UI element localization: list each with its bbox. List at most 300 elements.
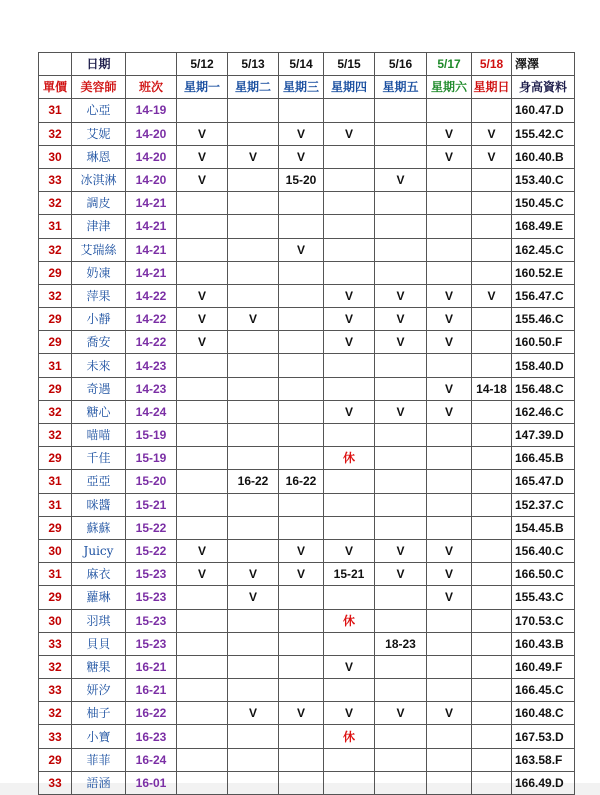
price-cell: 30 bbox=[39, 609, 72, 632]
profile-cell: 160.52.E bbox=[512, 261, 575, 284]
day-cell bbox=[324, 354, 375, 377]
day-cell: V bbox=[472, 284, 512, 307]
weekday-cell: 星期二 bbox=[228, 76, 279, 99]
day-cell: V bbox=[375, 563, 427, 586]
price-cell: 33 bbox=[39, 771, 72, 794]
day-cell: V bbox=[177, 145, 228, 168]
day-cell bbox=[427, 748, 472, 771]
day-cell bbox=[279, 192, 324, 215]
profile-cell: 163.58.F bbox=[512, 748, 575, 771]
stylist-name: 亞亞 bbox=[72, 470, 126, 493]
day-cell bbox=[472, 702, 512, 725]
day-cell bbox=[427, 725, 472, 748]
day-cell bbox=[427, 679, 472, 702]
price-cell: 29 bbox=[39, 331, 72, 354]
table-row bbox=[39, 331, 575, 354]
day-cell bbox=[472, 192, 512, 215]
day-cell bbox=[279, 331, 324, 354]
day-cell bbox=[472, 331, 512, 354]
day-cell bbox=[472, 655, 512, 678]
schedule-table bbox=[38, 52, 575, 795]
shift-cell: 16-22 bbox=[126, 702, 177, 725]
weekday-cell: 星期一 bbox=[177, 76, 228, 99]
day-cell bbox=[279, 377, 324, 400]
day-cell bbox=[228, 516, 279, 539]
shift-cell: 16-21 bbox=[126, 679, 177, 702]
stylist-name: 小寶 bbox=[72, 725, 126, 748]
day-cell bbox=[177, 238, 228, 261]
day-cell: V bbox=[279, 122, 324, 145]
profile-cell: 166.45.C bbox=[512, 679, 575, 702]
day-cell bbox=[375, 354, 427, 377]
day-cell bbox=[472, 539, 512, 562]
weekday-cell: 星期日 bbox=[472, 76, 512, 99]
table-row bbox=[39, 308, 575, 331]
price-cell: 31 bbox=[39, 215, 72, 238]
day-cell: V bbox=[324, 122, 375, 145]
stylist-name: 蘿琳 bbox=[72, 586, 126, 609]
shift-cell: 16-23 bbox=[126, 725, 177, 748]
price-cell: 32 bbox=[39, 238, 72, 261]
col-price-header: 單價 bbox=[39, 76, 72, 99]
profile-cell: 155.42.C bbox=[512, 122, 575, 145]
stylist-name: Juicy bbox=[72, 539, 126, 562]
day-cell: V bbox=[324, 655, 375, 678]
day-cell bbox=[228, 655, 279, 678]
day-cell: V bbox=[324, 284, 375, 307]
day-cell bbox=[472, 516, 512, 539]
day-cell bbox=[472, 632, 512, 655]
shift-cell: 15-19 bbox=[126, 424, 177, 447]
weekday-cell: 星期三 bbox=[279, 76, 324, 99]
price-cell: 29 bbox=[39, 447, 72, 470]
date-cell: 5/14 bbox=[279, 53, 324, 76]
header-blank bbox=[126, 53, 177, 76]
day-cell: V bbox=[375, 539, 427, 562]
day-cell bbox=[279, 308, 324, 331]
day-cell bbox=[279, 354, 324, 377]
day-cell bbox=[324, 145, 375, 168]
table-row bbox=[39, 284, 575, 307]
day-cell bbox=[472, 679, 512, 702]
day-cell: V bbox=[177, 563, 228, 586]
price-cell: 32 bbox=[39, 400, 72, 423]
day-cell bbox=[177, 679, 228, 702]
day-cell bbox=[228, 215, 279, 238]
day-cell bbox=[375, 238, 427, 261]
price-cell: 29 bbox=[39, 308, 72, 331]
price-cell: 29 bbox=[39, 586, 72, 609]
stylist-name: 喵喵 bbox=[72, 424, 126, 447]
day-cell bbox=[427, 168, 472, 191]
day-cell bbox=[279, 655, 324, 678]
profile-cell: 166.45.B bbox=[512, 447, 575, 470]
table-row bbox=[39, 400, 575, 423]
day-cell bbox=[472, 238, 512, 261]
stylist-name: 麻衣 bbox=[72, 563, 126, 586]
day-cell bbox=[472, 354, 512, 377]
day-cell bbox=[228, 447, 279, 470]
stylist-name: 喬安 bbox=[72, 331, 126, 354]
day-cell bbox=[279, 400, 324, 423]
day-cell bbox=[177, 424, 228, 447]
day-cell: 15-21 bbox=[324, 563, 375, 586]
day-cell bbox=[228, 354, 279, 377]
price-cell: 32 bbox=[39, 702, 72, 725]
day-cell bbox=[427, 354, 472, 377]
day-cell: V bbox=[324, 702, 375, 725]
day-cell bbox=[324, 377, 375, 400]
price-cell: 30 bbox=[39, 539, 72, 562]
day-cell: 18-23 bbox=[375, 632, 427, 655]
day-cell bbox=[427, 493, 472, 516]
day-cell bbox=[427, 99, 472, 122]
day-cell bbox=[177, 99, 228, 122]
day-cell bbox=[177, 192, 228, 215]
shift-cell: 16-01 bbox=[126, 771, 177, 794]
day-cell bbox=[177, 655, 228, 678]
day-cell bbox=[324, 99, 375, 122]
day-cell: V bbox=[427, 377, 472, 400]
shift-cell: 14-20 bbox=[126, 145, 177, 168]
price-cell: 33 bbox=[39, 679, 72, 702]
table-row bbox=[39, 168, 575, 191]
day-cell bbox=[228, 261, 279, 284]
header-row-columns bbox=[39, 76, 575, 99]
stylist-name: 語涵 bbox=[72, 771, 126, 794]
day-cell bbox=[279, 493, 324, 516]
day-cell bbox=[375, 748, 427, 771]
day-cell bbox=[472, 470, 512, 493]
stylist-name: 奇遇 bbox=[72, 377, 126, 400]
shift-cell: 16-24 bbox=[126, 748, 177, 771]
day-cell bbox=[375, 447, 427, 470]
shift-cell: 14-21 bbox=[126, 261, 177, 284]
day-cell bbox=[228, 609, 279, 632]
day-cell: V bbox=[427, 563, 472, 586]
day-cell bbox=[177, 470, 228, 493]
day-cell bbox=[472, 261, 512, 284]
table-row bbox=[39, 563, 575, 586]
shift-cell: 14-21 bbox=[126, 238, 177, 261]
day-cell bbox=[324, 516, 375, 539]
day-cell bbox=[375, 516, 427, 539]
day-cell bbox=[177, 748, 228, 771]
day-cell: 休 bbox=[324, 725, 375, 748]
shift-cell: 14-21 bbox=[126, 192, 177, 215]
profile-cell: 162.45.C bbox=[512, 238, 575, 261]
shift-cell: 14-22 bbox=[126, 331, 177, 354]
price-cell: 31 bbox=[39, 354, 72, 377]
day-cell bbox=[228, 192, 279, 215]
profile-cell: 162.46.C bbox=[512, 400, 575, 423]
day-cell: V bbox=[324, 400, 375, 423]
stylist-name: 津津 bbox=[72, 215, 126, 238]
day-cell bbox=[375, 261, 427, 284]
day-cell: V bbox=[279, 539, 324, 562]
price-cell: 32 bbox=[39, 122, 72, 145]
shift-cell: 15-22 bbox=[126, 539, 177, 562]
stylist-name: 咪醬 bbox=[72, 493, 126, 516]
day-cell: V bbox=[375, 702, 427, 725]
table-row bbox=[39, 702, 575, 725]
day-cell bbox=[472, 424, 512, 447]
table-row bbox=[39, 655, 575, 678]
day-cell bbox=[324, 261, 375, 284]
day-cell bbox=[177, 609, 228, 632]
room-name: 澤澤 bbox=[512, 53, 575, 76]
stylist-name: 調皮 bbox=[72, 192, 126, 215]
profile-cell: 165.47.D bbox=[512, 470, 575, 493]
table-row bbox=[39, 145, 575, 168]
date-cell: 5/17 bbox=[427, 53, 472, 76]
price-cell: 31 bbox=[39, 563, 72, 586]
table-row bbox=[39, 122, 575, 145]
stylist-name: 心亞 bbox=[72, 99, 126, 122]
day-cell bbox=[177, 493, 228, 516]
shift-cell: 15-19 bbox=[126, 447, 177, 470]
day-cell bbox=[375, 725, 427, 748]
price-cell: 29 bbox=[39, 261, 72, 284]
shift-cell: 14-23 bbox=[126, 354, 177, 377]
table-row bbox=[39, 586, 575, 609]
day-cell bbox=[279, 725, 324, 748]
table-row bbox=[39, 215, 575, 238]
day-cell bbox=[177, 632, 228, 655]
date-cell: 5/13 bbox=[228, 53, 279, 76]
day-cell bbox=[177, 586, 228, 609]
day-cell bbox=[472, 725, 512, 748]
day-cell bbox=[472, 447, 512, 470]
day-cell bbox=[279, 261, 324, 284]
table-row bbox=[39, 424, 575, 447]
stylist-name: 小靜 bbox=[72, 308, 126, 331]
day-cell bbox=[324, 192, 375, 215]
day-cell: 休 bbox=[324, 447, 375, 470]
stylist-name: 菲菲 bbox=[72, 748, 126, 771]
price-cell: 29 bbox=[39, 748, 72, 771]
day-cell: V bbox=[279, 145, 324, 168]
day-cell bbox=[472, 168, 512, 191]
price-cell: 32 bbox=[39, 655, 72, 678]
day-cell: V bbox=[375, 400, 427, 423]
price-cell: 33 bbox=[39, 168, 72, 191]
shift-cell: 15-20 bbox=[126, 470, 177, 493]
stylist-name: 柚子 bbox=[72, 702, 126, 725]
day-cell bbox=[472, 400, 512, 423]
day-cell bbox=[228, 679, 279, 702]
stylist-name: 糖心 bbox=[72, 400, 126, 423]
profile-cell: 160.49.F bbox=[512, 655, 575, 678]
day-cell bbox=[177, 215, 228, 238]
shift-cell: 14-22 bbox=[126, 284, 177, 307]
day-cell: 休 bbox=[324, 609, 375, 632]
day-cell bbox=[177, 447, 228, 470]
day-cell bbox=[228, 424, 279, 447]
day-cell bbox=[228, 725, 279, 748]
day-cell bbox=[472, 609, 512, 632]
day-cell: V bbox=[177, 122, 228, 145]
price-cell: 31 bbox=[39, 470, 72, 493]
day-cell bbox=[324, 586, 375, 609]
stylist-name: 琳恩 bbox=[72, 145, 126, 168]
day-cell: V bbox=[228, 145, 279, 168]
profile-cell: 154.45.B bbox=[512, 516, 575, 539]
stylist-name: 羽琪 bbox=[72, 609, 126, 632]
day-cell bbox=[375, 493, 427, 516]
day-cell bbox=[472, 308, 512, 331]
date-cell: 5/15 bbox=[324, 53, 375, 76]
profile-cell: 160.48.C bbox=[512, 702, 575, 725]
day-cell: V bbox=[427, 586, 472, 609]
header-row-dates bbox=[39, 53, 575, 76]
profile-cell: 147.39.D bbox=[512, 424, 575, 447]
day-cell bbox=[177, 702, 228, 725]
stylist-name: 未來 bbox=[72, 354, 126, 377]
day-cell bbox=[375, 679, 427, 702]
day-cell bbox=[228, 748, 279, 771]
day-cell bbox=[375, 470, 427, 493]
col-profile-header: 身高資料 bbox=[512, 76, 575, 99]
stylist-name: 奶凍 bbox=[72, 261, 126, 284]
day-cell: V bbox=[279, 702, 324, 725]
day-cell: V bbox=[177, 168, 228, 191]
profile-cell: 155.43.C bbox=[512, 586, 575, 609]
stylist-name: 艾妮 bbox=[72, 122, 126, 145]
day-cell bbox=[375, 424, 427, 447]
day-cell bbox=[472, 748, 512, 771]
day-cell: V bbox=[228, 308, 279, 331]
day-cell bbox=[375, 192, 427, 215]
day-cell bbox=[324, 215, 375, 238]
profile-cell: 160.43.B bbox=[512, 632, 575, 655]
profile-cell: 156.40.C bbox=[512, 539, 575, 562]
day-cell: V bbox=[472, 122, 512, 145]
day-cell bbox=[427, 609, 472, 632]
day-cell: V bbox=[324, 331, 375, 354]
day-cell bbox=[177, 400, 228, 423]
table-row bbox=[39, 192, 575, 215]
day-cell bbox=[279, 99, 324, 122]
price-cell: 32 bbox=[39, 284, 72, 307]
table-row bbox=[39, 261, 575, 284]
day-cell bbox=[279, 447, 324, 470]
day-cell: V bbox=[427, 331, 472, 354]
date-cell: 5/12 bbox=[177, 53, 228, 76]
table-row bbox=[39, 539, 575, 562]
day-cell: V bbox=[427, 308, 472, 331]
table-row bbox=[39, 354, 575, 377]
price-cell: 31 bbox=[39, 99, 72, 122]
day-cell bbox=[427, 632, 472, 655]
stylist-name: 千佳 bbox=[72, 447, 126, 470]
profile-cell: 160.47.D bbox=[512, 99, 575, 122]
profile-cell: 166.49.D bbox=[512, 771, 575, 794]
col-stylist-header: 美容師 bbox=[72, 76, 126, 99]
table-row bbox=[39, 493, 575, 516]
price-cell: 31 bbox=[39, 493, 72, 516]
day-cell bbox=[427, 516, 472, 539]
day-cell bbox=[228, 400, 279, 423]
day-cell bbox=[324, 679, 375, 702]
day-cell bbox=[228, 122, 279, 145]
day-cell bbox=[324, 493, 375, 516]
day-cell bbox=[279, 679, 324, 702]
day-cell bbox=[375, 377, 427, 400]
day-cell bbox=[375, 145, 427, 168]
day-cell bbox=[472, 215, 512, 238]
day-cell bbox=[324, 748, 375, 771]
table-row bbox=[39, 679, 575, 702]
profile-cell: 160.40.B bbox=[512, 145, 575, 168]
day-cell bbox=[427, 424, 472, 447]
profile-cell: 158.40.D bbox=[512, 354, 575, 377]
stylist-name: 蘇蘇 bbox=[72, 516, 126, 539]
day-cell bbox=[472, 99, 512, 122]
day-cell: V bbox=[375, 168, 427, 191]
day-cell bbox=[375, 586, 427, 609]
stylist-name: 貝貝 bbox=[72, 632, 126, 655]
shift-cell: 15-23 bbox=[126, 609, 177, 632]
day-cell: 14-18 bbox=[472, 377, 512, 400]
table-row bbox=[39, 632, 575, 655]
day-cell: V bbox=[427, 122, 472, 145]
day-cell: 16-22 bbox=[228, 470, 279, 493]
day-cell bbox=[472, 493, 512, 516]
price-cell: 30 bbox=[39, 145, 72, 168]
date-label: 日期 bbox=[72, 53, 126, 76]
day-cell: V bbox=[177, 331, 228, 354]
stylist-name: 艾瑞絲 bbox=[72, 238, 126, 261]
day-cell bbox=[228, 99, 279, 122]
day-cell: V bbox=[279, 563, 324, 586]
day-cell bbox=[228, 377, 279, 400]
price-cell: 33 bbox=[39, 725, 72, 748]
day-cell bbox=[279, 609, 324, 632]
day-cell bbox=[177, 261, 228, 284]
day-cell bbox=[375, 99, 427, 122]
day-cell bbox=[279, 586, 324, 609]
table-row bbox=[39, 377, 575, 400]
shift-cell: 14-21 bbox=[126, 215, 177, 238]
profile-cell: 167.53.D bbox=[512, 725, 575, 748]
table-row bbox=[39, 725, 575, 748]
profile-cell: 156.48.C bbox=[512, 377, 575, 400]
profile-cell: 160.50.F bbox=[512, 331, 575, 354]
day-cell bbox=[228, 238, 279, 261]
day-cell bbox=[427, 215, 472, 238]
price-cell: 29 bbox=[39, 377, 72, 400]
day-cell bbox=[228, 493, 279, 516]
day-cell: V bbox=[324, 308, 375, 331]
profile-cell: 170.53.C bbox=[512, 609, 575, 632]
shift-cell: 14-22 bbox=[126, 308, 177, 331]
profile-cell: 150.45.C bbox=[512, 192, 575, 215]
day-cell bbox=[279, 424, 324, 447]
day-cell bbox=[375, 655, 427, 678]
day-cell: V bbox=[228, 586, 279, 609]
price-cell: 33 bbox=[39, 632, 72, 655]
stylist-name: 冰淇淋 bbox=[72, 168, 126, 191]
day-cell: 16-22 bbox=[279, 470, 324, 493]
date-cell: 5/16 bbox=[375, 53, 427, 76]
stylist-name: 糖果 bbox=[72, 655, 126, 678]
profile-cell: 153.40.C bbox=[512, 168, 575, 191]
day-cell bbox=[228, 539, 279, 562]
weekday-cell: 星期五 bbox=[375, 76, 427, 99]
table-row bbox=[39, 99, 575, 122]
day-cell: V bbox=[427, 145, 472, 168]
